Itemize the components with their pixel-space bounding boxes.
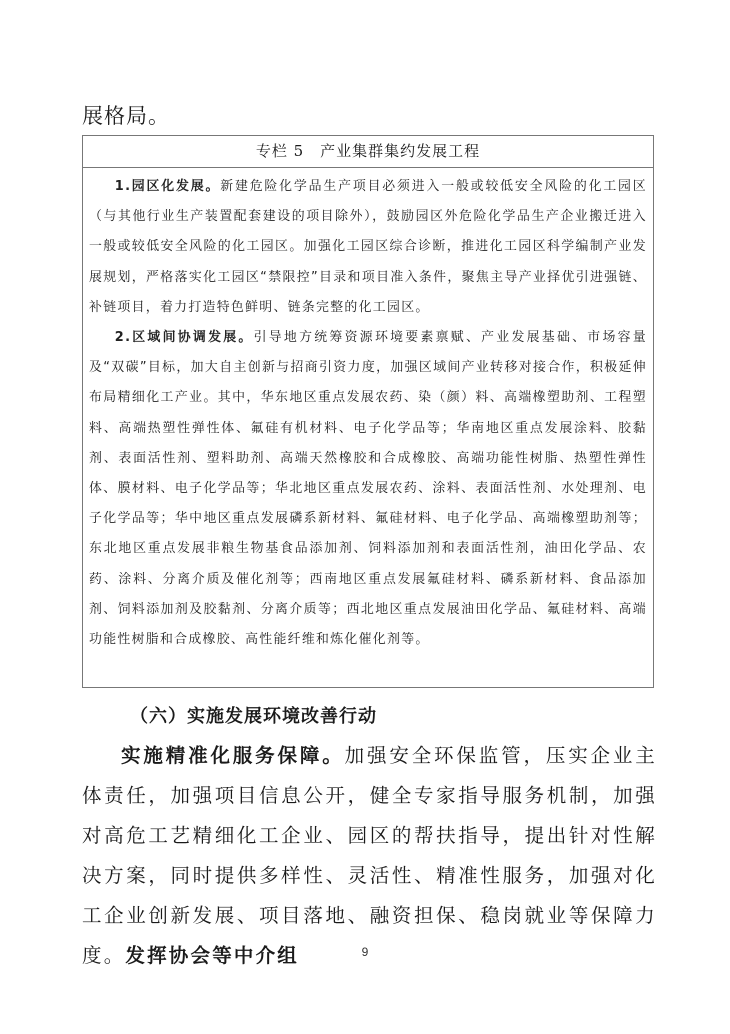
paragraph-text: 加强安全环保监管，压实企业主体责任，加强项目信息公开，健全专家指导服务机制，加强对高危工艺精细化工企业、园区的帮扶指导，提出针对性解决方案，同时提供多样性、灵活性、精准性服务，加强对化工企业创新发展、项目落地、融资担保、稳岗就业等保障力度。 [82,744,657,967]
column-box [82,135,654,688]
column-box-body [83,168,653,655]
lead-text: 展格局。 [82,104,170,128]
column-box-title [83,136,653,168]
column-item-2 [89,323,647,655]
paragraph-bold-tail: 发挥协会等中介组 [125,944,300,967]
page-number: 9 [361,945,369,959]
column-number: 专栏 5 [255,142,305,160]
column-item-2-text: 引导地方统筹资源环境要素禀赋、产业发展基础、市场容量及“双碳”目标，加大自主创新与招商引资力度，加强区域间产业转移对接合作，积极延伸布局精细化工产业。其中，华东地区重点发展农药、染（颜）料、高端橡塑助剂、工程塑料、高端热塑性弹性体、氟硅有机材料、电子化学品等；华南地区重点发展涂料、胶黏剂、表面活性剂、塑料助剂、高端天然橡胶和合成橡胶、高端功能性树脂、热塑性弹性体、膜材料、电子化学品等；华北地区重点发展农药、涂料、表面活性剂、水处理剂、电子化学品等；华中地区重点发展磷系新材料、氟硅材料、电子化学品、高端橡塑助剂等；东北地区重点发展非粮生物基食品添加剂、饲料添加剂和表面活性剂，油田化学品、农药、涂料、分离介质及催化剂等；西南地区重点发展氟硅材料、磷系新材料、食品添加剂、饲料添加剂及胶黏剂、分离介质等；西北地区重点发展油田化学品、氟硅材料、高端功能性树脂和合成橡胶、高性能纤维和炼化催化剂等。 [89,330,647,648]
body-paragraph [82,736,657,976]
column-item-1 [89,172,647,323]
column-title: 产业集群集约发展工程 [320,142,481,160]
column-item-1-text: 新建危险化学品生产项目必须进入一般或较低安全风险的化工园区（与其他行业生产装置配套建设的项目除外），鼓励园区外危险化学品生产企业搬迁进入一般或较低安全风险的化工园区。加强化工园区综合诊断，推进化工园区科学编制产业发展规划，严格落实化工园区“禁限控”目录和项目准入条件，聚焦主导产业择优引进强链、补链项目，着力打造特色鲜明、链条完整的化工园区。 [89,179,647,315]
column-item-1-heading: 1.园区化发展。 [114,179,221,194]
column-item-2-heading: 2.区域间协调发展。 [114,330,254,346]
section-heading: （六）实施发展环境改善行动 [130,706,377,727]
paragraph-bold-heading: 实施精准化服务保障。 [121,744,345,767]
